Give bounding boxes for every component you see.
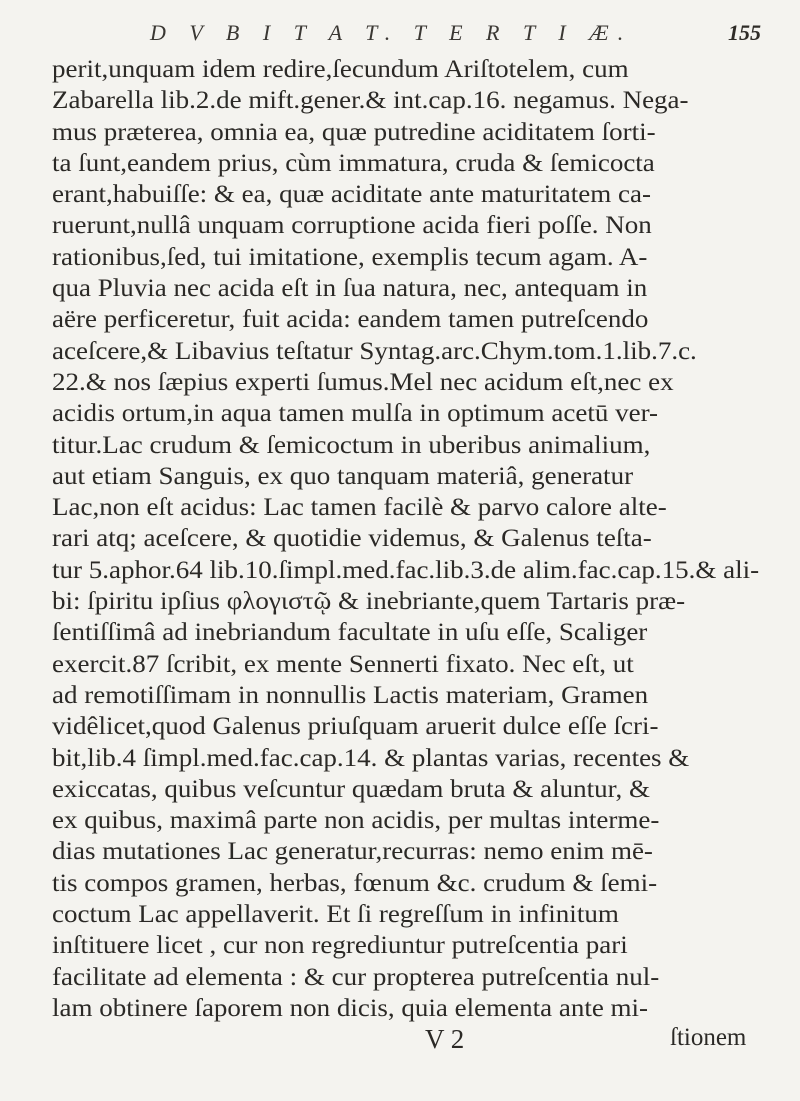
text-line: aut etiam Sanguis, ex quo tanquam materiâ, generatur: [52, 462, 634, 490]
text-line: ad remotiſſimam in nonnullis Lactis materiam, Gramen: [52, 681, 649, 709]
text-line: ruerunt,nullâ unquam corruptione acida fieri poſſe. Non: [52, 212, 652, 240]
text-line: Zabarella lib.2.de mift.gener.& int.cap.16. negamus. Nega-: [52, 87, 689, 115]
text-line: bit,lib.4 ſimpl.med.fac.cap.14. & plantas varias, recentes &: [52, 744, 690, 772]
body-text: [52, 54, 792, 1024]
text-line: inſtituere licet , cur non regrediuntur putreſcentia pari: [52, 932, 628, 960]
text-line: perit,unquam idem redire,ſecundum Ariſtotelem, cum: [52, 56, 629, 83]
text-line: ta ſunt,eandem prius, cùm immatura, cruda & ſemicocta: [52, 149, 655, 177]
text-line: erant,habuiſſe: & ea, quæ aciditate ante maturitatem ca-: [52, 181, 651, 209]
text-line: aëre perficeretur, fuit acida: eandem tamen putreſcendo: [52, 306, 649, 334]
text-line: ex quibus, maximâ parte non acidis, per multas interme-: [52, 807, 660, 835]
text-line: qua Pluvia nec acida eſt in ſua natura, nec, antequam in: [52, 275, 648, 303]
text-line: Lac,non eſt acidus: Lac tamen facilè & parvo calore alte-: [52, 494, 667, 522]
text-line: acidis ortum,in aqua tamen mulſa in optimum acetū ver-: [52, 400, 659, 428]
text-line: ſentiſſimâ ad inebriandum facultate in uſu eſſe, Scaliger: [52, 619, 648, 647]
text-line: lam obtinere ſaporem non dicis, quia elementa ante mi-: [52, 994, 649, 1022]
text-line: vidêlicet,quod Galenus priuſquam aruerit dulce eſſe ſcri-: [52, 713, 659, 741]
text-line: rationibus,ſed, tui imitatione, exemplis tecum agam. A-: [52, 243, 648, 271]
text-line: coctum Lac appellaverit. Et ſi regreſſum in infinitum: [52, 901, 619, 929]
text-line: exiccatas, quibus veſcuntur quædam bruta & aluntur, &: [52, 775, 651, 803]
text-line: bi: ſpiritu ipſius φλογιστῷ & inebriante,quem Tartaris præ-: [52, 588, 686, 616]
text-line: rari atq; aceſcere, & quotidie videmus, & Galenus teſta-: [52, 525, 652, 553]
text-line: dias mutationes Lac generatur,recurras: nemo enim mē-: [52, 838, 653, 866]
text-line: facilitate ad elementa : & cur propterea putreſcentia nul-: [52, 963, 660, 991]
text-line: mus præterea, omnia ea, quæ putredine aciditatem ſorti-: [52, 118, 656, 146]
text-line: aceſcere,& Libavius teſtatur Syntag.arc.Chym.tom.1.lib.7.c.: [52, 337, 697, 365]
text-line: tur 5.aphor.64 lib.10.ſimpl.med.fac.lib.3.de alim.fac.cap.15.& ali-: [52, 556, 760, 584]
text-line: exercit.87 ſcribit, ex mente Sennerti fixato. Nec eſt, ut: [52, 650, 634, 678]
text-line: titur.Lac crudum & ſemicoctum in uberibus animalium,: [52, 431, 651, 459]
text-line: 22.& nos ſæpius experti ſumus.Mel nec acidum eſt,nec ex: [52, 368, 674, 396]
page-number: 155: [728, 20, 761, 45]
signature-mark: V 2: [425, 1024, 465, 1054]
catchword: ſtionem: [670, 1024, 747, 1051]
running-head: D V B I T A T. T E R T I Æ.: [150, 20, 633, 45]
text-line: tis compos gramen, herbas, fœnum &c. crudum & ſemi-: [52, 869, 658, 897]
